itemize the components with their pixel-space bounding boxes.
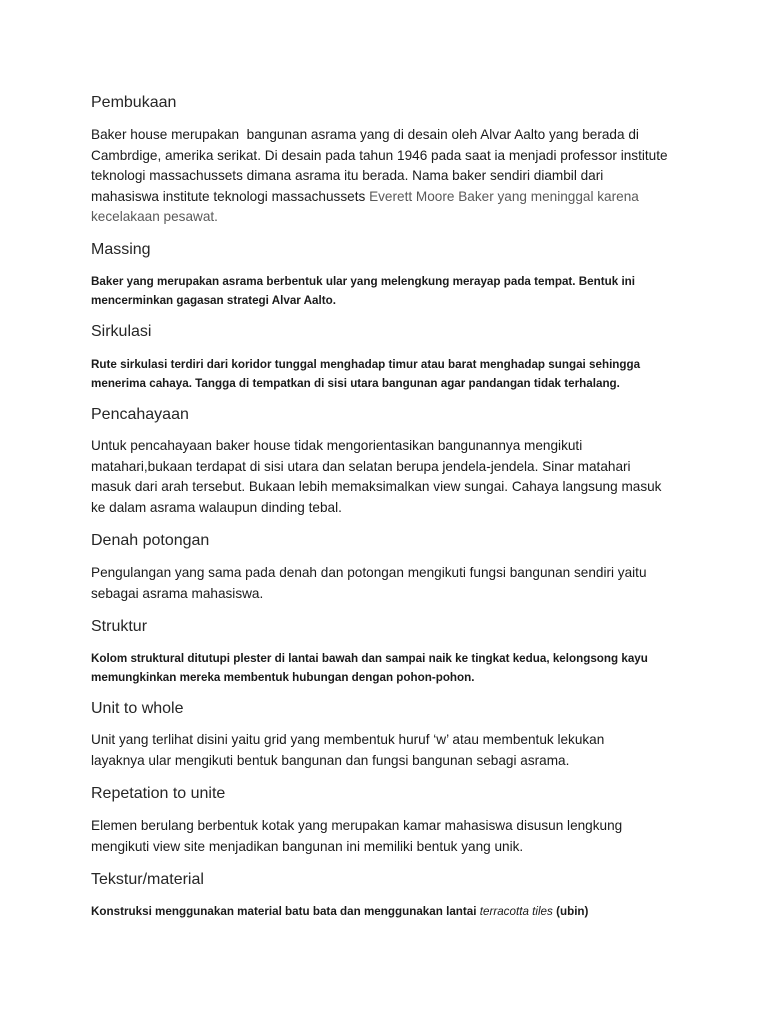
heading-repetation-to-unite: Repetation to unite xyxy=(91,785,226,802)
paragraph-pencahayaan xyxy=(91,436,661,518)
text-line: masuk dari arah tersebut. Bukaan lebih memaksimalkan view sungai. Cahaya langsung masuk xyxy=(91,479,662,494)
text-line: Baker yang merupakan asrama berbentuk ular yang melengkung merayap pada tempat. Bentuk ini xyxy=(91,274,636,288)
text-line: mencerminkan gagasan strategi Alvar Aalto. xyxy=(91,292,336,307)
paragraph-repetation-to-unite xyxy=(91,816,622,857)
paragraph-pembukaan xyxy=(91,125,668,228)
text-run: mahasiswa institute teknologi massachussets xyxy=(91,188,366,204)
muted-text-run: Everett Moore Baker yang meninggal karena xyxy=(369,188,639,204)
text-line: layaknya ular mengikuti bentuk bangunan dan fungsi bangunan sebagi asrama. xyxy=(91,752,570,768)
text-line: Kolom struktural ditutupi plester di lantai bawah dan sampai naik ke tingkat kedua, kelongsong kayu xyxy=(91,651,648,665)
text-line: Rute sirkulasi terdiri dari koridor tunggal menghadap timur atau barat menghadap sungai sehingga xyxy=(91,357,641,371)
heading-pembukaan: Pembukaan xyxy=(91,94,177,111)
text-line: Untuk pencahayaan baker house tidak mengorientasikan bangunannya mengikuti xyxy=(91,438,583,453)
text-line: Elemen berulang berbentuk kotak yang merupakan kamar mahasiswa disusun lengkung xyxy=(91,818,623,833)
paragraph-denah-potongan xyxy=(91,563,647,604)
paragraph-struktur xyxy=(91,649,665,686)
text-line xyxy=(91,207,668,228)
text-line: memungkinkan mereka membentuk hubungan dengan pohon-pohon. xyxy=(91,669,475,684)
text-line: mengikuti view site menjadikan bangunan ini memiliki bentuk yang unik. xyxy=(91,838,524,854)
text-run: Konstruksi menggunakan material batu bata dan menggunakan lantai xyxy=(91,904,477,918)
text-line xyxy=(91,187,668,208)
italic-text-run: terracotta tiles xyxy=(479,904,553,918)
paragraph-massing xyxy=(91,272,652,309)
heading-sirkulasi: Sirkulasi xyxy=(91,323,152,340)
text-line: Cambrdige, amerika serikat. Di desain pada tahun 1946 pada saat ia menjadi professor institute xyxy=(91,147,668,163)
text-run: (ubin) xyxy=(556,904,589,918)
heading-pencahayaan: Pencahayaan xyxy=(91,406,189,423)
text-line: matahari,bukaan terdapat di sisi utara dan selatan berupa jendela-jendela. Sinar matahari xyxy=(91,458,631,474)
paragraph-sirkulasi xyxy=(91,355,657,392)
paragraph-tekstur-material xyxy=(91,902,604,921)
text-line: sebagai asrama mahasiswa. xyxy=(91,585,264,601)
heading-denah-potongan: Denah potongan xyxy=(91,532,210,549)
text-line: ke dalam asrama walaupun dinding tebal. xyxy=(91,499,342,515)
text-line: Baker house merupakan bangunan asrama yang di desain oleh Alvar Aalto yang berada di xyxy=(91,127,639,142)
text-line: teknologi massachussets dimana asrama itu berada. Nama baker sendiri diambil dari xyxy=(91,168,604,183)
muted-text-run: kecelakaan pesawat. xyxy=(91,209,218,224)
heading-struktur: Struktur xyxy=(91,618,148,635)
heading-massing: Massing xyxy=(91,241,151,258)
text-line xyxy=(91,902,588,921)
text-line: menerima cahaya. Tangga di tempatkan di sisi utara bangunan agar pandangan tidak terhalang. xyxy=(91,375,620,390)
text-line: Unit yang terlihat disini yaitu grid yang membentuk huruf ‘w’ atau membentuk lekukan xyxy=(91,732,605,747)
heading-tekstur-material: Tekstur/material xyxy=(91,871,204,888)
text-line: Pengulangan yang sama pada denah dan potongan mengikuti fungsi bangunan sendiri yaitu xyxy=(91,565,647,580)
paragraph-unit-to-whole xyxy=(91,730,604,771)
heading-unit-to-whole: Unit to whole xyxy=(91,700,184,717)
